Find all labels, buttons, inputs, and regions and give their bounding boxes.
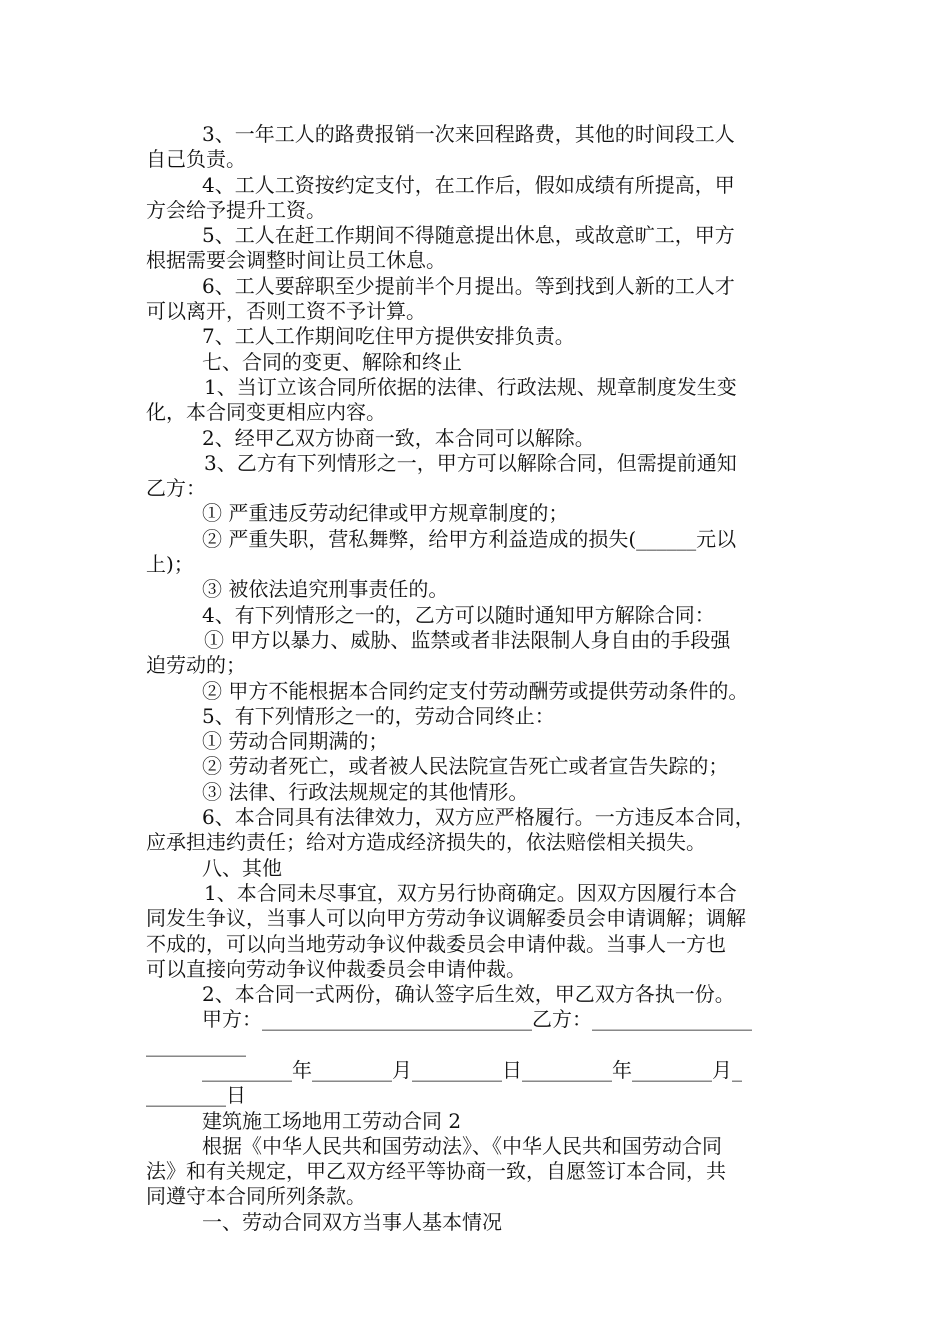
text-line: 5、工人在赶工作期间不得随意提出休息，或故意旷工，甲方 <box>202 223 735 248</box>
text-line: 八、其他 <box>202 855 282 880</box>
document-page <box>146 122 810 1235</box>
text-line: 2、经甲乙双方协商一致，本合同可以解除。 <box>202 425 595 450</box>
text-line: 甲方：___________________________乙方：________________ <box>202 1007 752 1032</box>
text-line: 建筑施工场地用工劳动合同 2 <box>202 1108 462 1133</box>
text-line: 3、一年工人的路费报销一次来回程路费，其他的时间段工人 <box>202 122 735 146</box>
text-line: _________年________月_________日_________年________月_ <box>202 1057 742 1082</box>
text-line: 4、有下列情形之一的，乙方可以随时通知甲方解除合同： <box>202 602 715 627</box>
document-body <box>146 122 810 1235</box>
text-line: 5、有下列情形之一的，劳动合同终止： <box>202 703 555 728</box>
text-line: 可以直接向劳动争议仲裁委员会申请仲裁。 <box>146 956 526 981</box>
text-line: 应承担违约责任；给对方造成经济损失的，依法赔偿相关损失。 <box>146 830 706 855</box>
text-line: 化，本合同变更相应内容。 <box>146 400 386 425</box>
text-line: ① 劳动合同期满的； <box>202 729 389 754</box>
text-line: 4、工人工资按约定支付，在工作后，假如成绩有所提高，甲 <box>202 172 735 197</box>
text-line: 6、本合同具有法律效力，双方应严格履行。一方违反本合同， <box>202 805 755 830</box>
text-line: ② 甲方不能根据本合同约定支付劳动酬劳或提供劳动条件的。 <box>202 678 749 703</box>
text-line: 上)； <box>146 552 194 577</box>
text-line: ________日 <box>146 1083 246 1108</box>
text-line: 七、合同的变更、解除和终止 <box>202 349 462 374</box>
text-line: 2、本合同一式两份，确认签字后生效，甲乙双方各执一份。 <box>202 982 735 1007</box>
text-line: 迫劳动的； <box>146 653 246 678</box>
text-line: ② 劳动者死亡，或者被人民法院宣告死亡或者宣告失踪的； <box>202 754 729 779</box>
text-line: ③ 法律、行政法规规定的其他情形。 <box>202 779 529 804</box>
text-line: 一、劳动合同双方当事人基本情况 <box>202 1209 502 1234</box>
text-line: 1、当订立该合同所依据的法律、行政法规、规章制度发生变 <box>204 374 737 399</box>
text-line: 乙方： <box>146 476 206 501</box>
text-line: 7、工人工作期间吃住甲方提供安排负责。 <box>202 324 575 349</box>
text-line: ③ 被依法追究刑事责任的。 <box>202 577 449 602</box>
text-line: 3、乙方有下列情形之一，甲方可以解除合同，但需提前通知 <box>204 450 737 475</box>
text-line: 6、工人要辞职至少提前半个月提出。等到找到人新的工人才 <box>202 273 735 298</box>
text-line: 1、本合同未尽事宜，双方另行协商确定。因双方因履行本合 <box>204 880 737 905</box>
text-line: 方会给予提升工资。 <box>146 197 326 222</box>
text-line: 同发生争议，当事人可以向甲方劳动争议调解委员会申请调解；调解 <box>146 906 746 931</box>
text-line: 同遵守本合同所列条款。 <box>146 1184 366 1209</box>
text-line: ② 严重失职，营私舞弊，给甲方利益造成的损失(______元以 <box>202 526 737 551</box>
text-line: 不成的，可以向当地劳动争议仲裁委员会申请仲裁。当事人一方也 <box>146 931 726 956</box>
text-line: __________ <box>146 1032 246 1057</box>
text-line: 法》和有关规定，甲乙双方经平等协商一致，自愿签订本合同，共 <box>146 1159 726 1184</box>
text-line: ① 严重违反劳动纪律或甲方规章制度的； <box>202 501 569 526</box>
text-line: ① 甲方以暴力、威胁、监禁或者非法限制人身自由的手段强 <box>204 627 731 652</box>
text-line: 根据需要会调整时间让员工休息。 <box>146 248 446 273</box>
text-line: 自己负责。 <box>146 147 246 172</box>
text-line: 可以离开，否则工资不予计算。 <box>146 299 426 324</box>
text-line: 根据《中华人民共和国劳动法》、《中华人民共和国劳动合同 <box>202 1133 722 1158</box>
